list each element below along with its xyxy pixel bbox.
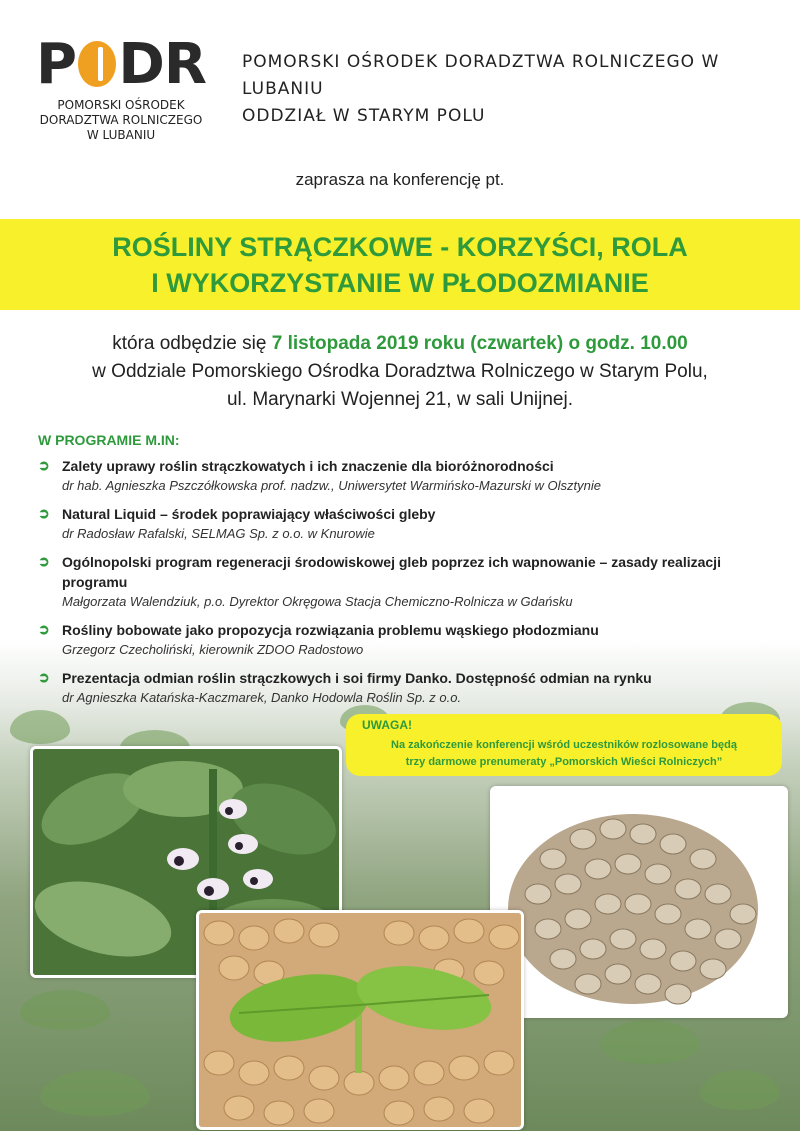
arrow-icon: ➲ <box>38 553 50 569</box>
logo-mark: P DR <box>36 31 206 97</box>
program-item: ➲ Natural Liquid – środek poprawiający właściwości gleby dr Radosław Rafalski, SELMAG Sp. z o.o. w Knurowie <box>38 505 436 541</box>
program-list <box>38 456 778 716</box>
arrow-icon: ➲ <box>38 669 50 685</box>
photo-dry-peas <box>490 786 788 1018</box>
program-heading: W PROGRAMIE M.IN: <box>38 432 180 448</box>
arrow-icon: ➲ <box>38 457 50 473</box>
notice-text: Na zakończenie konferencji wśród uczestników rozlosowane będą trzy darmowe prenumeraty „Pomorskich Wieści Rolniczych” <box>391 739 737 768</box>
event-address: ul. Marynarki Wojennej 21, w sali Unijnej. <box>226 389 574 410</box>
photo-soybean-seedling <box>196 910 524 1130</box>
event-date: 7 listopada 2019 roku (czwartek) o godz. 10.00 <box>271 333 688 354</box>
podr-logo <box>36 31 206 144</box>
organization-line-2: ODDZIAŁ W STARYM POLU <box>242 106 486 126</box>
program-item: ➲ Zalety uprawy roślin strączkowatych i ich znaczenie dla bioróżnorodności dr hab. Agnieszka Pszczółkowska prof. nadzw., Uniwersytet Warmińsko-Mazurski w Olsztynie <box>38 457 601 493</box>
notice-heading: UWAGA! <box>362 718 412 732</box>
event-details: która odbędzie się 7 listopada 2019 roku (czwartek) o godz. 10.00 w Oddziale Pomorskiego Ośrodka Doradztwa Rolniczego w Starym Polu, ul. Marynarki Wojennej 21, w sali Unijnej. <box>0 330 800 414</box>
program-item: ➲ Rośliny bobowate jako propozycja rozwiązania problemu wąskiego płodozmianu Grzegorz Czecholiński, kierownik ZDOO Radostowo <box>38 621 599 657</box>
arrow-icon: ➲ <box>38 621 50 637</box>
program-item: ➲ Ogólnopolski program regeneracji środowiskowej gleb poprzez ich wapnowanie – zasady realizacji programu Małgorzata Walendziuk, p.o. Dyrektor Okręgowa Stacja Chemiczno-Rolnicza w Gdańsku <box>38 553 721 609</box>
invite-text: zaprasza na konferencję pt. <box>295 170 505 189</box>
peas-illustration <box>493 789 785 1015</box>
conference-title: ROŚLINY STRĄCZKOWE - KORZYŚCI, ROLA I WYKORZYSTANIE W PŁODOZMIANIE <box>112 232 688 298</box>
soybean-illustration <box>199 913 521 1127</box>
organization-line-1: POMORSKI OŚRODEK DORADZTWA ROLNICZEGO W LUBANIU <box>242 52 720 99</box>
program-item: ➲ Prezentacja odmian roślin strączkowych i soi firmy Danko. Dostępność odmian na rynku dr Agnieszka Katańska-Kaczmarek, Danko Hodowla Roślin Sp. z o.o. <box>38 669 652 705</box>
arrow-icon: ➲ <box>38 505 50 521</box>
wheat-icon <box>78 41 116 87</box>
organization-name <box>242 49 800 130</box>
logo-text: POMORSKI OŚRODEK DORADZTWA ROLNICZEGO W LUBANIU <box>39 98 203 142</box>
event-venue: w Oddziale Pomorskiego Ośrodka Doradztwa Rolniczego w Starym Polu, <box>92 361 708 382</box>
